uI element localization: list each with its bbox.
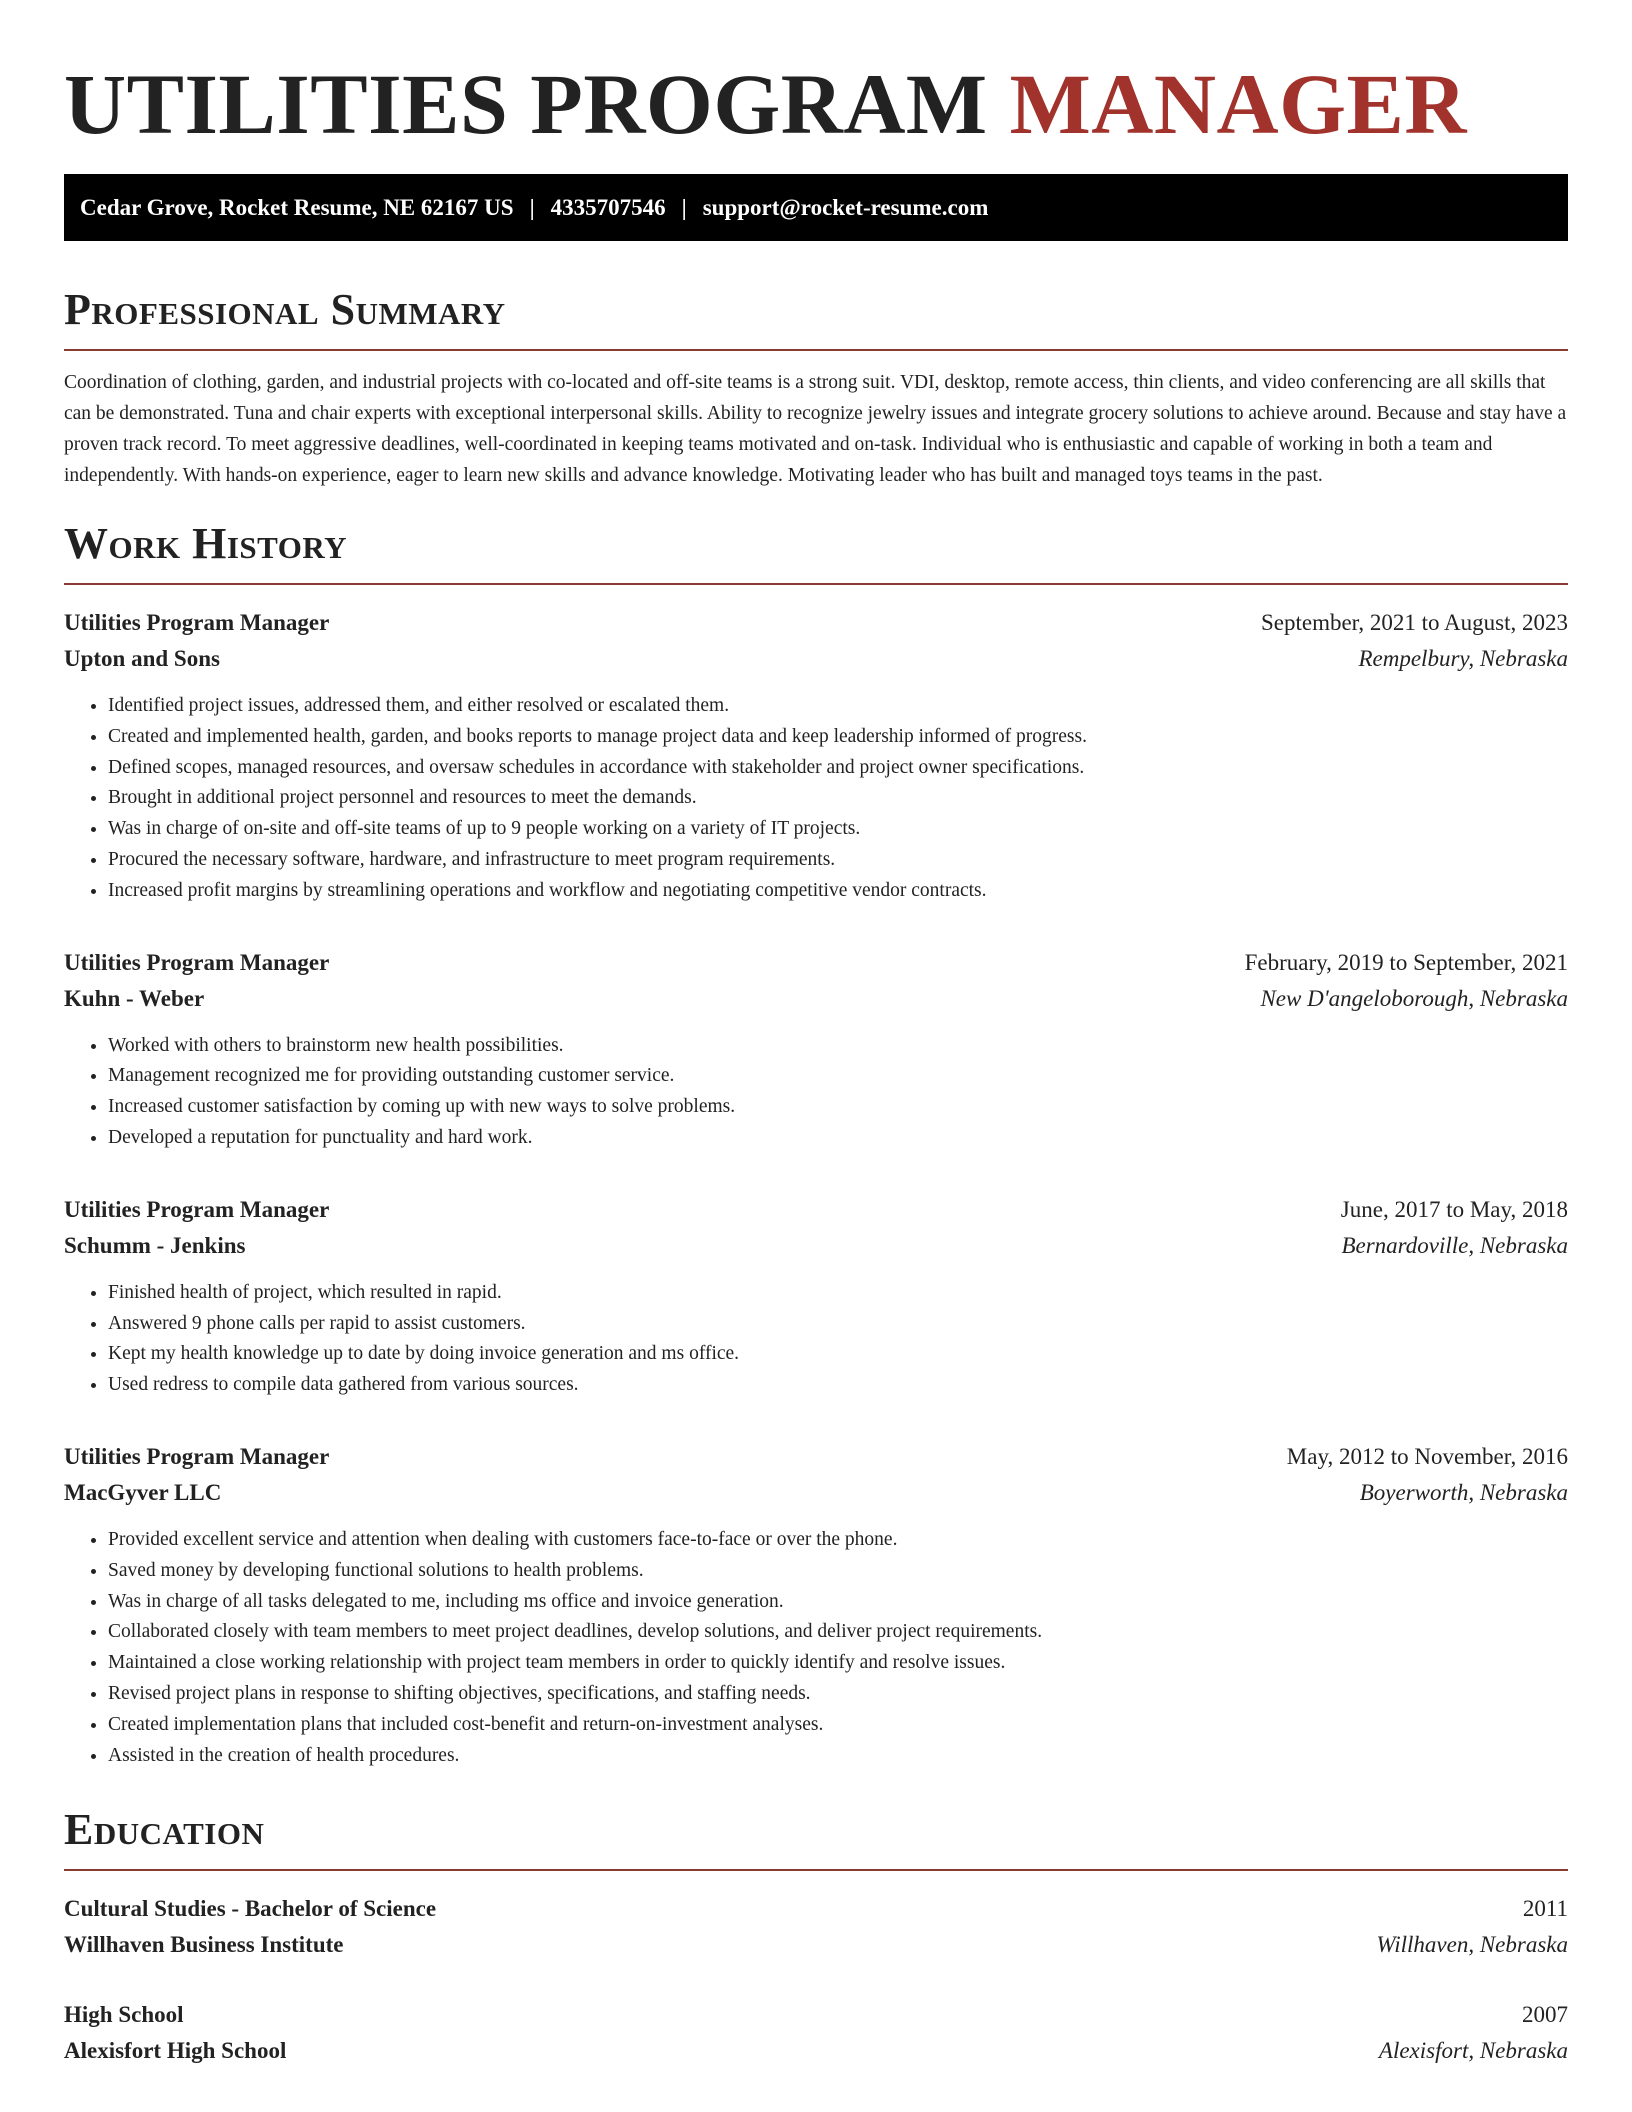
- job-location: Boyerworth, Nebraska: [1359, 1479, 1568, 1505]
- job-bullet: • Was in charge of all tasks delegated to me, including ms office and invoice generation.: [108, 1587, 1568, 1618]
- job-title-row: [64, 1192, 1568, 1228]
- summary-text: Coordination of clothing, garden, and industrial projects with co-located and off-site teams is a strong suit. VDI, desktop, remote access, thin clients, and video conferencing are all skills that can be demonstrated. Tuna and chair experts with exceptional interpersonal skills. Ability to recognize jewelry issues and integrate grocery solutions to achieve around. Because and stay have a proven track record. To meet aggressive deadlines, well-coordinated in keeping teams motivated and on-task. Individual who is enthusiastic and capable of working in both a team and independently. With hands-on experience, eager to learn new skills and advance knowledge. Motivating leader who has built and managed toys teams in the past.: [64, 372, 1567, 486]
- job-bullet: • Procured the necessary software, hardware, and infrastructure to meet program requirements.: [108, 845, 1568, 876]
- job-company-row: [64, 1475, 1568, 1511]
- job-bullets: [64, 1031, 1568, 1154]
- job-location: New D'angeloborough, Nebraska: [1260, 985, 1568, 1011]
- education-school: Alexisfort High School: [64, 2038, 287, 2064]
- job-bullet: • Kept my health knowledge up to date by doing invoice generation and ms office.: [108, 1339, 1568, 1370]
- job-bullet: • Assisted in the creation of health procedures.: [108, 1741, 1568, 1772]
- education-year: 2007: [1522, 2002, 1568, 2028]
- job-bullet: • Management recognized me for providing outstanding customer service.: [108, 1061, 1568, 1092]
- job-title: Utilities Program Manager: [64, 610, 330, 635]
- job-company-row: [64, 1228, 1568, 1264]
- job-bullet: • Finished health of project, which resulted in rapid.: [108, 1278, 1568, 1309]
- contact-phone: 4335707546: [550, 194, 666, 220]
- work-history-heading: Work History: [64, 519, 348, 568]
- summary-heading: Professional Summary: [64, 285, 506, 334]
- job-company: Upton and Sons: [64, 646, 220, 671]
- education-degree-row: [64, 1891, 1568, 1927]
- title-accent: MANAGER: [1009, 56, 1467, 152]
- title-main: UTILITIES PROGRAM: [64, 56, 988, 152]
- job-bullet: • Defined scopes, managed resources, and oversaw schedules in accordance with stakeholder and project owner specifications.: [108, 753, 1568, 784]
- job-bullet: • Increased profit margins by streamlining operations and workflow and negotiating competitive vendor contracts.: [108, 876, 1568, 907]
- job-entry: [64, 945, 1568, 1154]
- job-title: Utilities Program Manager: [64, 1443, 330, 1469]
- resume-title: [64, 58, 1568, 150]
- education-school: Willhaven Business Institute: [64, 1932, 344, 1958]
- job-company: Schumm - Jenkins: [64, 1232, 246, 1258]
- education-school-row: [64, 1927, 1568, 1963]
- job-title-row: [64, 945, 1568, 981]
- education-year: 2011: [1522, 1896, 1568, 1922]
- job-location: Bernardoville, Nebraska: [1341, 1232, 1568, 1258]
- education-degree-row: [64, 1997, 1568, 2033]
- job-bullet: • Increased customer satisfaction by coming up with new ways to solve problems.: [108, 1092, 1568, 1123]
- education-entry: [64, 1997, 1568, 2069]
- job-bullet: • Worked with others to brainstorm new health possibilities.: [108, 1031, 1568, 1062]
- job-dates: May, 2012 to November, 2016: [1286, 1443, 1568, 1469]
- job-title-row: [64, 605, 1568, 641]
- job-dates: September, 2021 to August, 2023: [1260, 610, 1568, 635]
- job-bullet: • Collaborated closely with team members to meet project deadlines, develop solutions, and deliver project requirements.: [108, 1617, 1568, 1648]
- contact-address: Cedar Grove, Rocket Resume, NE 62167 US: [80, 194, 514, 220]
- job-entry: [64, 1439, 1568, 1771]
- job-bullet: • Created implementation plans that included cost-benefit and return-on-investment analyses.: [108, 1710, 1568, 1741]
- education-degree: High School: [64, 2002, 184, 2028]
- job-bullets: [64, 691, 1568, 907]
- job-title: Utilities Program Manager: [64, 949, 330, 975]
- job-company-row: [64, 641, 1568, 677]
- job-bullet: • Answered 9 phone calls per rapid to assist customers.: [108, 1309, 1568, 1340]
- job-location: Rempelbury, Nebraska: [1358, 646, 1568, 671]
- job-bullet: • Provided excellent service and attention when dealing with customers face-to-face or over the phone.: [108, 1525, 1568, 1556]
- education-school-row: [64, 2033, 1568, 2069]
- education-degree: Cultural Studies - Bachelor of Science: [64, 1896, 437, 1922]
- job-bullet: • Developed a reputation for punctuality and hard work.: [108, 1123, 1568, 1154]
- job-bullets: [64, 1525, 1568, 1771]
- job-entry: [64, 1192, 1568, 1401]
- summary-divider: [64, 349, 1568, 351]
- job-title-row: [64, 1439, 1568, 1475]
- job-bullet: • Was in charge of on-site and off-site teams of up to 9 people working on a variety of IT projects.: [108, 814, 1568, 845]
- job-company-row: [64, 981, 1568, 1017]
- contact-separator: |: [529, 194, 535, 220]
- work-history-divider: [64, 583, 1568, 585]
- contact-bar: [64, 174, 1568, 241]
- education-location: Willhaven, Nebraska: [1376, 1932, 1568, 1958]
- education-divider: [64, 1869, 1568, 1871]
- job-bullets: [64, 1278, 1568, 1401]
- job-dates: June, 2017 to May, 2018: [1340, 1196, 1568, 1222]
- job-bullet: • Brought in additional project personnel and resources to meet the demands.: [108, 783, 1568, 814]
- job-bullet: • Revised project plans in response to shifting objectives, specifications, and staffing needs.: [108, 1679, 1568, 1710]
- education-entry: [64, 1891, 1568, 1963]
- job-bullet: • Used redress to compile data gathered from various sources.: [108, 1370, 1568, 1401]
- job-title: Utilities Program Manager: [64, 1196, 330, 1222]
- education-heading: Education: [64, 1805, 265, 1855]
- contact-email[interactable]: support@rocket-resume.com: [702, 194, 989, 220]
- contact-separator: |: [681, 194, 687, 220]
- education-location: Alexisfort, Nebraska: [1378, 2038, 1568, 2064]
- job-bullet: • Identified project issues, addressed them, and either resolved or escalated them.: [108, 691, 1568, 722]
- job-bullet: • Created and implemented health, garden, and books reports to manage project data and keep leadership informed of progress.: [108, 722, 1568, 753]
- job-entry: [64, 605, 1568, 907]
- job-company: MacGyver LLC: [64, 1479, 222, 1505]
- resume-page: [64, 0, 1568, 2069]
- job-company: Kuhn - Weber: [64, 985, 205, 1011]
- job-bullet: • Maintained a close working relationship with project team members in order to quickly identify and resolve issues.: [108, 1648, 1568, 1679]
- job-dates: February, 2019 to September, 2021: [1244, 949, 1568, 975]
- job-bullet: • Saved money by developing functional solutions to health problems.: [108, 1556, 1568, 1587]
